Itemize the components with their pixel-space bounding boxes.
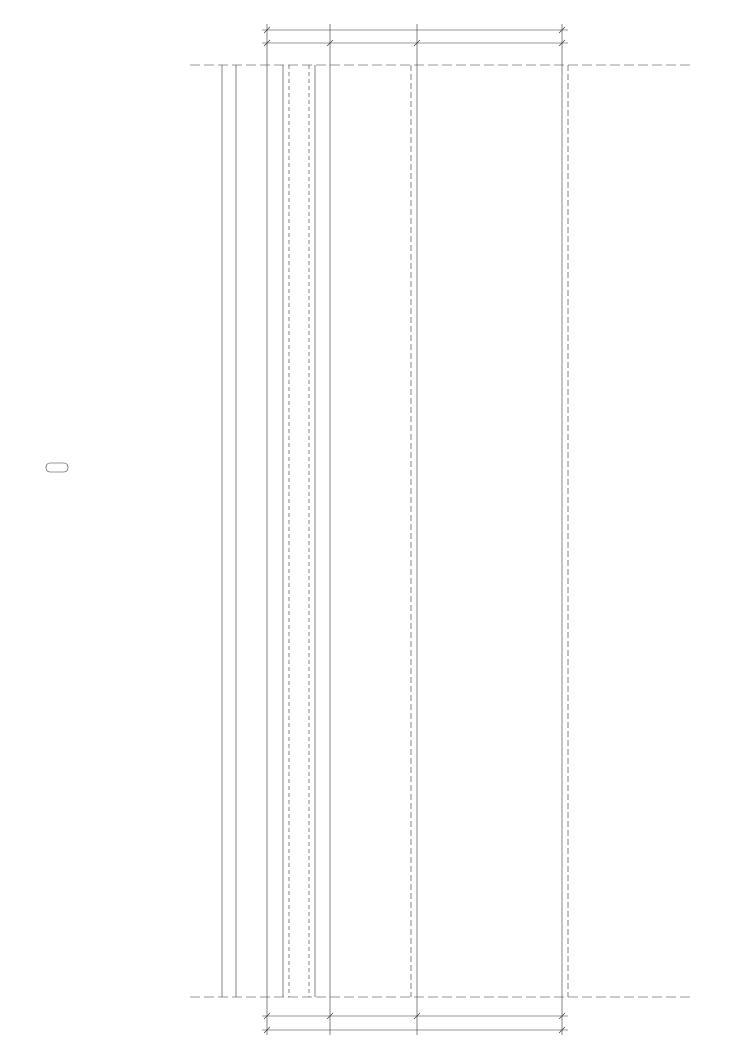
side-tag-frame [46,463,68,472]
bottom-dimension-chain [262,1013,568,1033]
top-dimension-chain [262,27,568,46]
drawing-linework [190,24,690,1035]
